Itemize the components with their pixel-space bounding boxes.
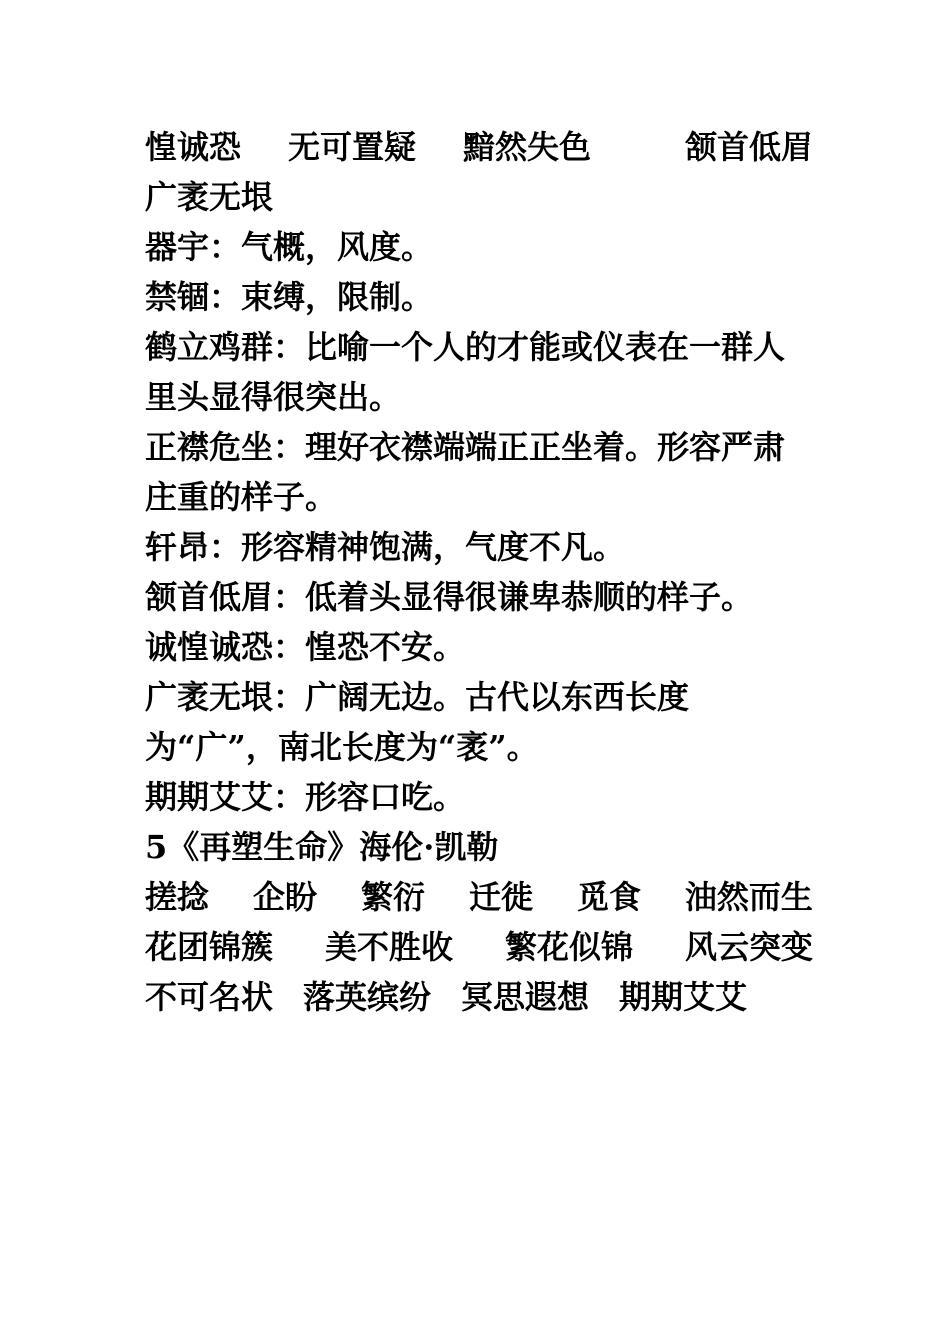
definition-line: 鹤立鸡群：比喻一个人的才能或仪表在一群人里头显得很突出。 xyxy=(145,328,786,416)
vocab-word: 迁徙 xyxy=(468,878,533,916)
definition-line: 禁锢：束缚，限制。 xyxy=(145,278,434,316)
vocab-row xyxy=(145,922,813,972)
vocab-word: 繁花似锦 xyxy=(504,928,633,966)
vocab-word: 期期艾艾 xyxy=(619,978,748,1016)
vocab-word: 颔首低眉 xyxy=(684,128,813,166)
definition-line: 正襟危坐：理好衣襟端端正正坐着。形容严肃庄重的样子。 xyxy=(145,428,786,516)
vocab-word: 冥思遐想 xyxy=(461,978,590,1016)
vocab-word: 企盼 xyxy=(252,878,317,916)
vocab-row xyxy=(145,122,813,172)
vocab-word: 黯然失色 xyxy=(463,128,592,166)
vocab-word: 无可置疑 xyxy=(288,128,417,166)
definition-line: 器宇：气概，风度。 xyxy=(145,228,434,266)
vocab-word: 繁衍 xyxy=(360,878,425,916)
vocab-row xyxy=(145,972,813,1022)
definition-line: 轩昂：形容精神饱满，气度不凡。 xyxy=(145,528,626,566)
vocab-word: 落英缤纷 xyxy=(303,978,432,1016)
vocab-word: 油然而生 xyxy=(684,878,813,916)
definition-line: 诚惶诚恐：惶恐不安。 xyxy=(145,628,466,666)
definition-line: 颔首低眉：低着头显得很谦卑恭顺的样子。 xyxy=(145,578,754,616)
vocab-row: 广袤无垠 xyxy=(145,178,274,216)
lesson-heading: 5《再塑生命》海伦·凯勒 xyxy=(145,828,499,866)
document-body xyxy=(145,122,813,1022)
vocab-word: 觅食 xyxy=(576,878,641,916)
vocab-word: 花团锦簇 xyxy=(145,928,274,966)
vocab-row xyxy=(145,872,813,922)
vocab-word: 惶诚恐 xyxy=(145,128,242,166)
vocab-word: 不可名状 xyxy=(145,978,274,1016)
vocab-word: 风云突变 xyxy=(684,928,813,966)
definition-line: 广袤无垠：广阔无边。古代以东西长度为“广”，南北长度为“袤”。 xyxy=(145,678,690,766)
vocab-word: 美不胜收 xyxy=(324,928,453,966)
vocab-word: 搓捻 xyxy=(145,878,210,916)
definition-line: 期期艾艾：形容口吃。 xyxy=(145,778,466,816)
